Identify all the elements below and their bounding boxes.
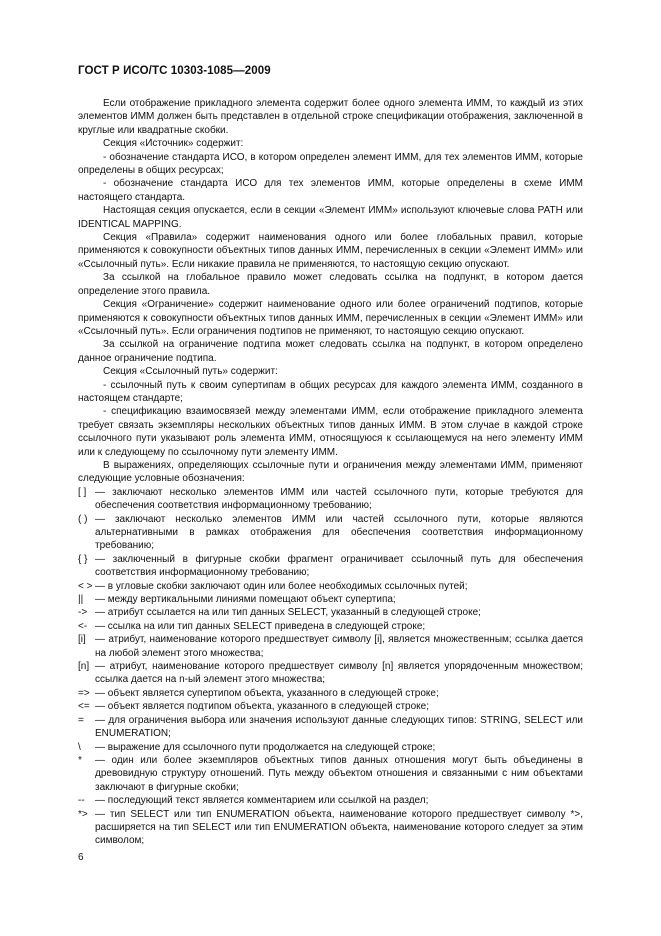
notation-symbol: = bbox=[78, 714, 84, 726]
list-item: - обозначение стандарта ИСО для тех элементов ИММ, которые определены в схеме ИММ настоящего стандарта. bbox=[78, 178, 583, 203]
notation-symbol: *> bbox=[78, 808, 88, 820]
notation-item bbox=[78, 593, 583, 606]
notation-description: — заключают несколько элементов ИММ или частей ссылочного пути, которые являются альтернативными в рамках отображения для обеспечения соответствия информационному требованию; bbox=[95, 513, 583, 552]
notation-item bbox=[78, 660, 583, 687]
notation-symbol: [ ] bbox=[78, 486, 87, 498]
list-item: - спецификацию взаимосвязей между элементами ИММ, если отображение прикладного элемента требует связать экземпляры нескольких объектных типов данных ИММ. В этом случае в каждой строке ссылочного пути указывают роль элемента ИММ, относящуюся к ссылающемуся на него элементу ИММ или к следующему по ссылочному пути элементу ИММ. bbox=[78, 406, 583, 458]
notation-symbol: [n] bbox=[78, 661, 90, 673]
notation-item bbox=[78, 754, 583, 794]
notation-symbol: || bbox=[78, 594, 84, 606]
notation-item bbox=[78, 620, 583, 633]
notation-item bbox=[78, 633, 583, 660]
notation-symbol: \ bbox=[78, 741, 81, 753]
notation-description: — заключенный в фигурные скобки фрагмент ограничивает ссылочный путь для обеспечения соответствия информационному требованию; bbox=[95, 553, 583, 579]
notation-symbol: { } bbox=[78, 553, 88, 565]
paragraph: Если отображение прикладного элемента содержит более одного элемента ИММ, то каждый из этих элементов ИММ должен быть представлен в отдельной строке спецификации отображения, заключенной в круглые или квадратные скобки. bbox=[78, 98, 583, 136]
notation-description: — атрибут, наименование которого предшествует символу [i], является множественным; ссылка дается на любой элемент этого множества; bbox=[95, 634, 583, 659]
paragraph: Секция «Источник» содержит: bbox=[103, 138, 244, 150]
notation-symbol: -- bbox=[78, 795, 85, 807]
notation-item bbox=[78, 808, 583, 848]
paragraph: Секция «Ссылочный путь» содержит: bbox=[103, 366, 278, 378]
notation-symbol: => bbox=[78, 687, 90, 699]
paragraph: За ссылкой на ограничение подтипа может следовать ссылка на подпункт, в котором определено данное ограничение подтипа. bbox=[78, 339, 583, 364]
document-body bbox=[78, 97, 583, 848]
notation-description: — тип SELECT или тип ENUMERATION объекта, наименование которого предшествует символу *>, расширяется на тип SELECT или тип ENUMERATION объекта, наименование которого следует за этим символом; bbox=[95, 808, 583, 847]
notation-item bbox=[78, 553, 583, 580]
notation-item bbox=[78, 606, 583, 619]
notation-description: — для ограничения выбора или значения используют данные следующих типов: STRING, SELECT или ENUMERATION; bbox=[95, 714, 583, 740]
paragraph: Настоящая секция опускается, если в секции «Элемент ИММ» используют ключевые слова PATH или IDENTICAL MAPPING. bbox=[78, 205, 583, 230]
notation-description: — объект является супертипом объекта, указанного в следующей строке; bbox=[95, 687, 439, 699]
notation-symbol: <= bbox=[78, 701, 90, 713]
notation-list bbox=[78, 486, 583, 848]
notation-symbol: <- bbox=[78, 620, 88, 632]
notation-description: — заключают несколько элементов ИММ или частей ссылочного пути, которые требуются для обеспечения соответствия информационному требованию; bbox=[95, 486, 583, 512]
notation-description: — между вертикальными линиями помещают объект супертипа; bbox=[95, 594, 396, 606]
notation-description: — объект является подтипом объекта, указанного в следующей строке; bbox=[95, 701, 429, 713]
notation-item bbox=[78, 580, 583, 593]
list-item: - ссылочный путь к своим супертипам в общих ресурсах для каждого элемента ИММ, созданного в настоящем стандарте; bbox=[78, 379, 583, 404]
notation-item bbox=[78, 513, 583, 553]
notation-symbol: -> bbox=[78, 607, 88, 619]
paragraph: Секция «Ограничение» содержит наименование одного или более ограничений подтипов, которые применяются к совокупности объектных типов данных ИММ, перечисленных в секции «Элемент ИММ» или «Ссылочный путь». Если ограничения подтипов не применяют, то настоящую секцию опускают. bbox=[78, 299, 583, 337]
notation-symbol: ( ) bbox=[78, 513, 88, 525]
notation-description: — атрибут, наименование которого предшествует символу [n] является упорядоченным множеством; ссылка дается на n-ый элемент этого множества; bbox=[95, 661, 583, 686]
notation-description: — атрибут ссылается на или тип данных SELECT, указанный в следующей строке; bbox=[95, 607, 481, 619]
notation-item bbox=[78, 687, 583, 700]
notation-description: — в угловые скобки заключают один или более необходимых ссылочных путей; bbox=[95, 580, 468, 592]
notation-description: — один или более экземпляров объектных типов данных отношения могут быть объединены в древовидную структуру отношений. Путь между объектом отношения и связанными с ним объектами заключают в фигурные скобки; bbox=[95, 754, 583, 793]
notation-item bbox=[78, 741, 583, 754]
notation-symbol: < > bbox=[78, 580, 93, 592]
notation-description: — выражение для ссылочного пути продолжается на следующей строке; bbox=[95, 741, 436, 753]
notation-symbol: * bbox=[78, 754, 82, 766]
notation-item bbox=[78, 486, 583, 513]
list-item: - обозначение стандарта ИСО, в котором определен элемент ИММ, для тех элементов ИММ, которые определены в общих ресурсах; bbox=[78, 151, 583, 177]
notation-item bbox=[78, 794, 583, 807]
page-number: 6 bbox=[78, 852, 84, 863]
paragraph: Секция «Правила» содержит наименования одного или более глобальных правил, которые применяются к совокупности объектных типов данных ИММ, перечисленных в секции «Элемент ИММ» или «Ссылочный путь». Если никакие правила не применяются, то настоящую секцию опускают. bbox=[78, 232, 583, 270]
notation-description: — ссылка на или тип данных SELECT приведена в следующей строке; bbox=[95, 620, 426, 632]
notation-item bbox=[78, 700, 583, 713]
paragraph: В выражениях, определяющих ссылочные пути и ограничения между элементами ИММ, применяют следующие условные обозначения: bbox=[78, 459, 583, 485]
notation-symbol: [i] bbox=[78, 634, 86, 646]
paragraph: За ссылкой на глобальное правило может следовать ссылка на подпункт, в котором дается определение этого правила. bbox=[78, 272, 583, 297]
notation-description: — последующий текст является комментарием или ссылкой на раздел; bbox=[95, 795, 429, 807]
document-header: ГОСТ Р ИСО/ТС 10303-1085—2009 bbox=[78, 65, 271, 77]
notation-item bbox=[78, 714, 583, 741]
